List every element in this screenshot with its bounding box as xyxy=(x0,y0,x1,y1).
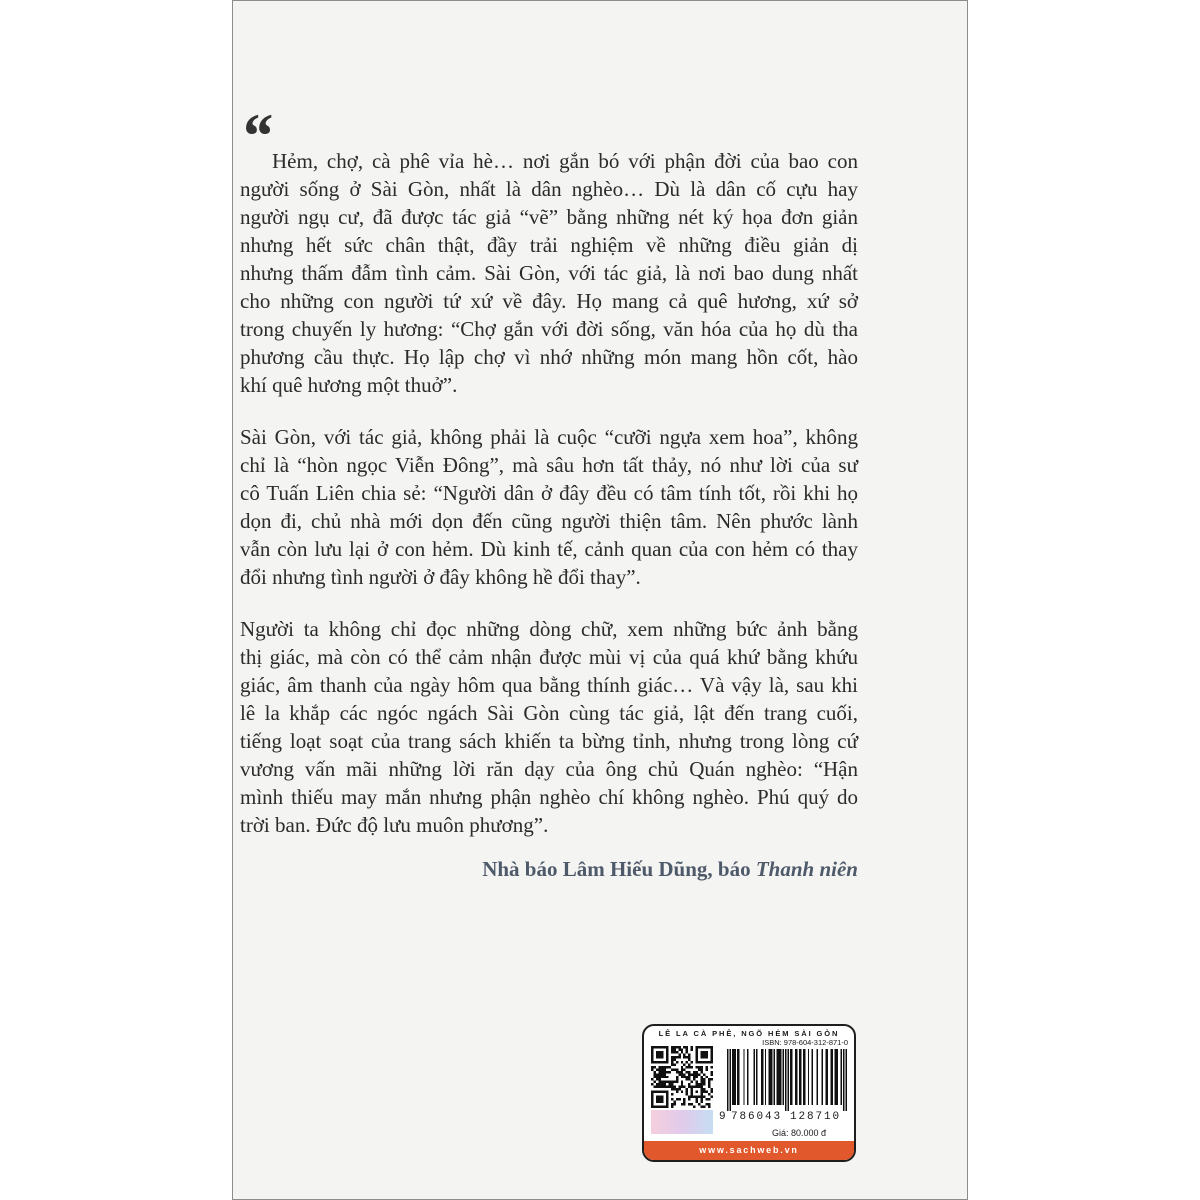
text-line: tiếng loạt soạt của trang sách khiến ta bừng tỉnh, nhưng trong lòng cứ xyxy=(240,729,858,753)
book-title-label: LÊ LA CÀ PHÊ, NGÕ HẺM SÀI GÒN xyxy=(658,1029,840,1038)
blurb-paragraph-2 xyxy=(240,423,858,591)
barcode-right-digits: 128710 xyxy=(790,1111,842,1123)
qr-color-strip xyxy=(651,1110,713,1134)
text-line: phương cầu thực. Họ lập chợ vì nhớ những món mang hồn cốt, hào xyxy=(240,345,858,369)
text-line: vẫn còn lưu lại ở con hẻm. Dù kinh tế, cảnh quan của con hẻm có thay xyxy=(240,537,858,561)
barcode-left-digits: 786043 xyxy=(731,1111,783,1123)
barcode-bar xyxy=(788,1049,789,1111)
barcode-bar xyxy=(785,1049,786,1111)
barcode-bar xyxy=(803,1049,806,1105)
barcode-bar xyxy=(846,1049,847,1111)
barcode-bar xyxy=(795,1049,798,1105)
barcode-bar xyxy=(817,1049,818,1105)
text-line: thị giác, mà còn có thể cảm nhận được mùi vị của quá khứ bằng khứu xyxy=(240,645,858,669)
barcode-bar xyxy=(774,1049,775,1105)
text-line: người ngụ cư, đã được tác giả “vẽ” bằng những nét ký họa đơn giản xyxy=(240,205,858,229)
barcode-bar xyxy=(783,1049,784,1105)
barcode-bar xyxy=(754,1049,755,1105)
text-line: người sống ở Sài Gòn, nhất là dân nghèo… Dù là dân cố cựu hay xyxy=(240,177,858,201)
text-line: Hẻm, chợ, cà phê vỉa hè… nơi gắn bó với phận đời của bao con xyxy=(272,149,858,173)
barcode-bar xyxy=(812,1049,813,1105)
text-line: cho những con người tứ xứ về đây. Họ mang cả quê hương, xứ sở xyxy=(240,289,858,313)
qr-code-icon[interactable] xyxy=(651,1046,713,1108)
back-cover xyxy=(232,0,968,1200)
text-line: chỉ là “hòn ngọc Viễn Đông”, mà sâu hơn tất thảy, nó như lời của sư xyxy=(240,453,858,477)
barcode-bar xyxy=(743,1049,744,1105)
barcode-bar xyxy=(765,1049,766,1105)
barcode-bar xyxy=(834,1049,838,1105)
barcode-bar xyxy=(822,1049,823,1105)
barcode-bar xyxy=(747,1049,748,1105)
barcode-bar xyxy=(730,1049,731,1111)
ean-barcode xyxy=(727,1049,847,1111)
quote-attribution xyxy=(240,855,858,883)
attribution-publication: Thanh niên xyxy=(755,857,858,881)
text-line: cô Tuấn Liên chia sẻ: “Người dân ở đây đều có tâm tính tốt, rồi khi họ xyxy=(240,481,858,505)
isbn-label: ISBN: 978-604-312-871-0 xyxy=(762,1038,848,1047)
text-line: khí quê hương một thuở”. xyxy=(240,373,458,397)
opening-quote-mark: “ xyxy=(240,100,272,171)
text-line: mình thiếu may mắn nhưng phận nghèo chí không nghèo. Phú quý do xyxy=(240,785,858,809)
text-line: nhưng thấm đẫm tình cảm. Sài Gòn, với tác giả, là nơi bao dung nhất xyxy=(240,261,858,285)
text-line: trong chuyến ly hương: “Chợ gắn với đời sống, văn hóa của họ dù tha xyxy=(240,317,858,341)
text-line: Người ta không chỉ đọc những dòng chữ, xem những bức ảnh bằng xyxy=(240,617,858,641)
price-label: Giá: 80.000 đ xyxy=(772,1128,827,1138)
blurb-text xyxy=(240,147,858,883)
text-line: lê la khắp các ngóc ngách Sài Gòn cùng tác giả, lật đến trang cuối, xyxy=(240,701,858,725)
attribution-author: Nhà báo Lâm Hiếu Dũng, báo xyxy=(482,857,751,881)
barcode-bar xyxy=(831,1049,834,1105)
barcode-first-digit: 9 xyxy=(719,1111,728,1123)
barcode-bar xyxy=(799,1049,802,1105)
text-line: vương vấn mãi những lời răn dạy của ông chủ Quán nghèo: “Hận xyxy=(240,757,858,781)
text-line: giác, âm thanh của ngày hôm qua bằng thính giác… Và vậy là, sau khi xyxy=(240,673,858,697)
barcode-bar xyxy=(790,1049,793,1105)
barcode-bar xyxy=(737,1049,740,1105)
barcode-bar xyxy=(841,1049,842,1105)
blurb-paragraph-1 xyxy=(240,147,858,399)
barcode-bar xyxy=(843,1049,844,1111)
barcode-box xyxy=(642,1024,856,1162)
blurb-paragraph-3 xyxy=(240,615,858,839)
barcode-bar xyxy=(727,1049,728,1111)
website-bar[interactable]: www.sachweb.vn xyxy=(644,1141,854,1160)
text-line: đổi nhưng tình người ở đây không hề đổi thay”. xyxy=(240,565,641,589)
barcode-bar xyxy=(732,1049,736,1105)
barcode-bar xyxy=(756,1049,757,1105)
barcode-bar xyxy=(826,1049,829,1105)
text-line: dọn đi, chủ nhà mới dọn đến cũng người thiện tâm. Nên phước lành xyxy=(240,509,858,533)
barcode-bar xyxy=(769,1049,773,1105)
text-line: Sài Gòn, với tác giả, không phải là cuộc “cưỡi ngựa xem hoa”, không xyxy=(240,425,858,449)
text-line: trời ban. Đức độ lưu muôn phương”. xyxy=(240,813,549,837)
barcode-bar xyxy=(776,1049,781,1105)
barcode-bar xyxy=(808,1049,809,1105)
text-line: nhưng hết sức chân thật, đầy trải nghiệm về những điều giản dị xyxy=(240,233,858,257)
barcode-bar xyxy=(761,1049,764,1105)
